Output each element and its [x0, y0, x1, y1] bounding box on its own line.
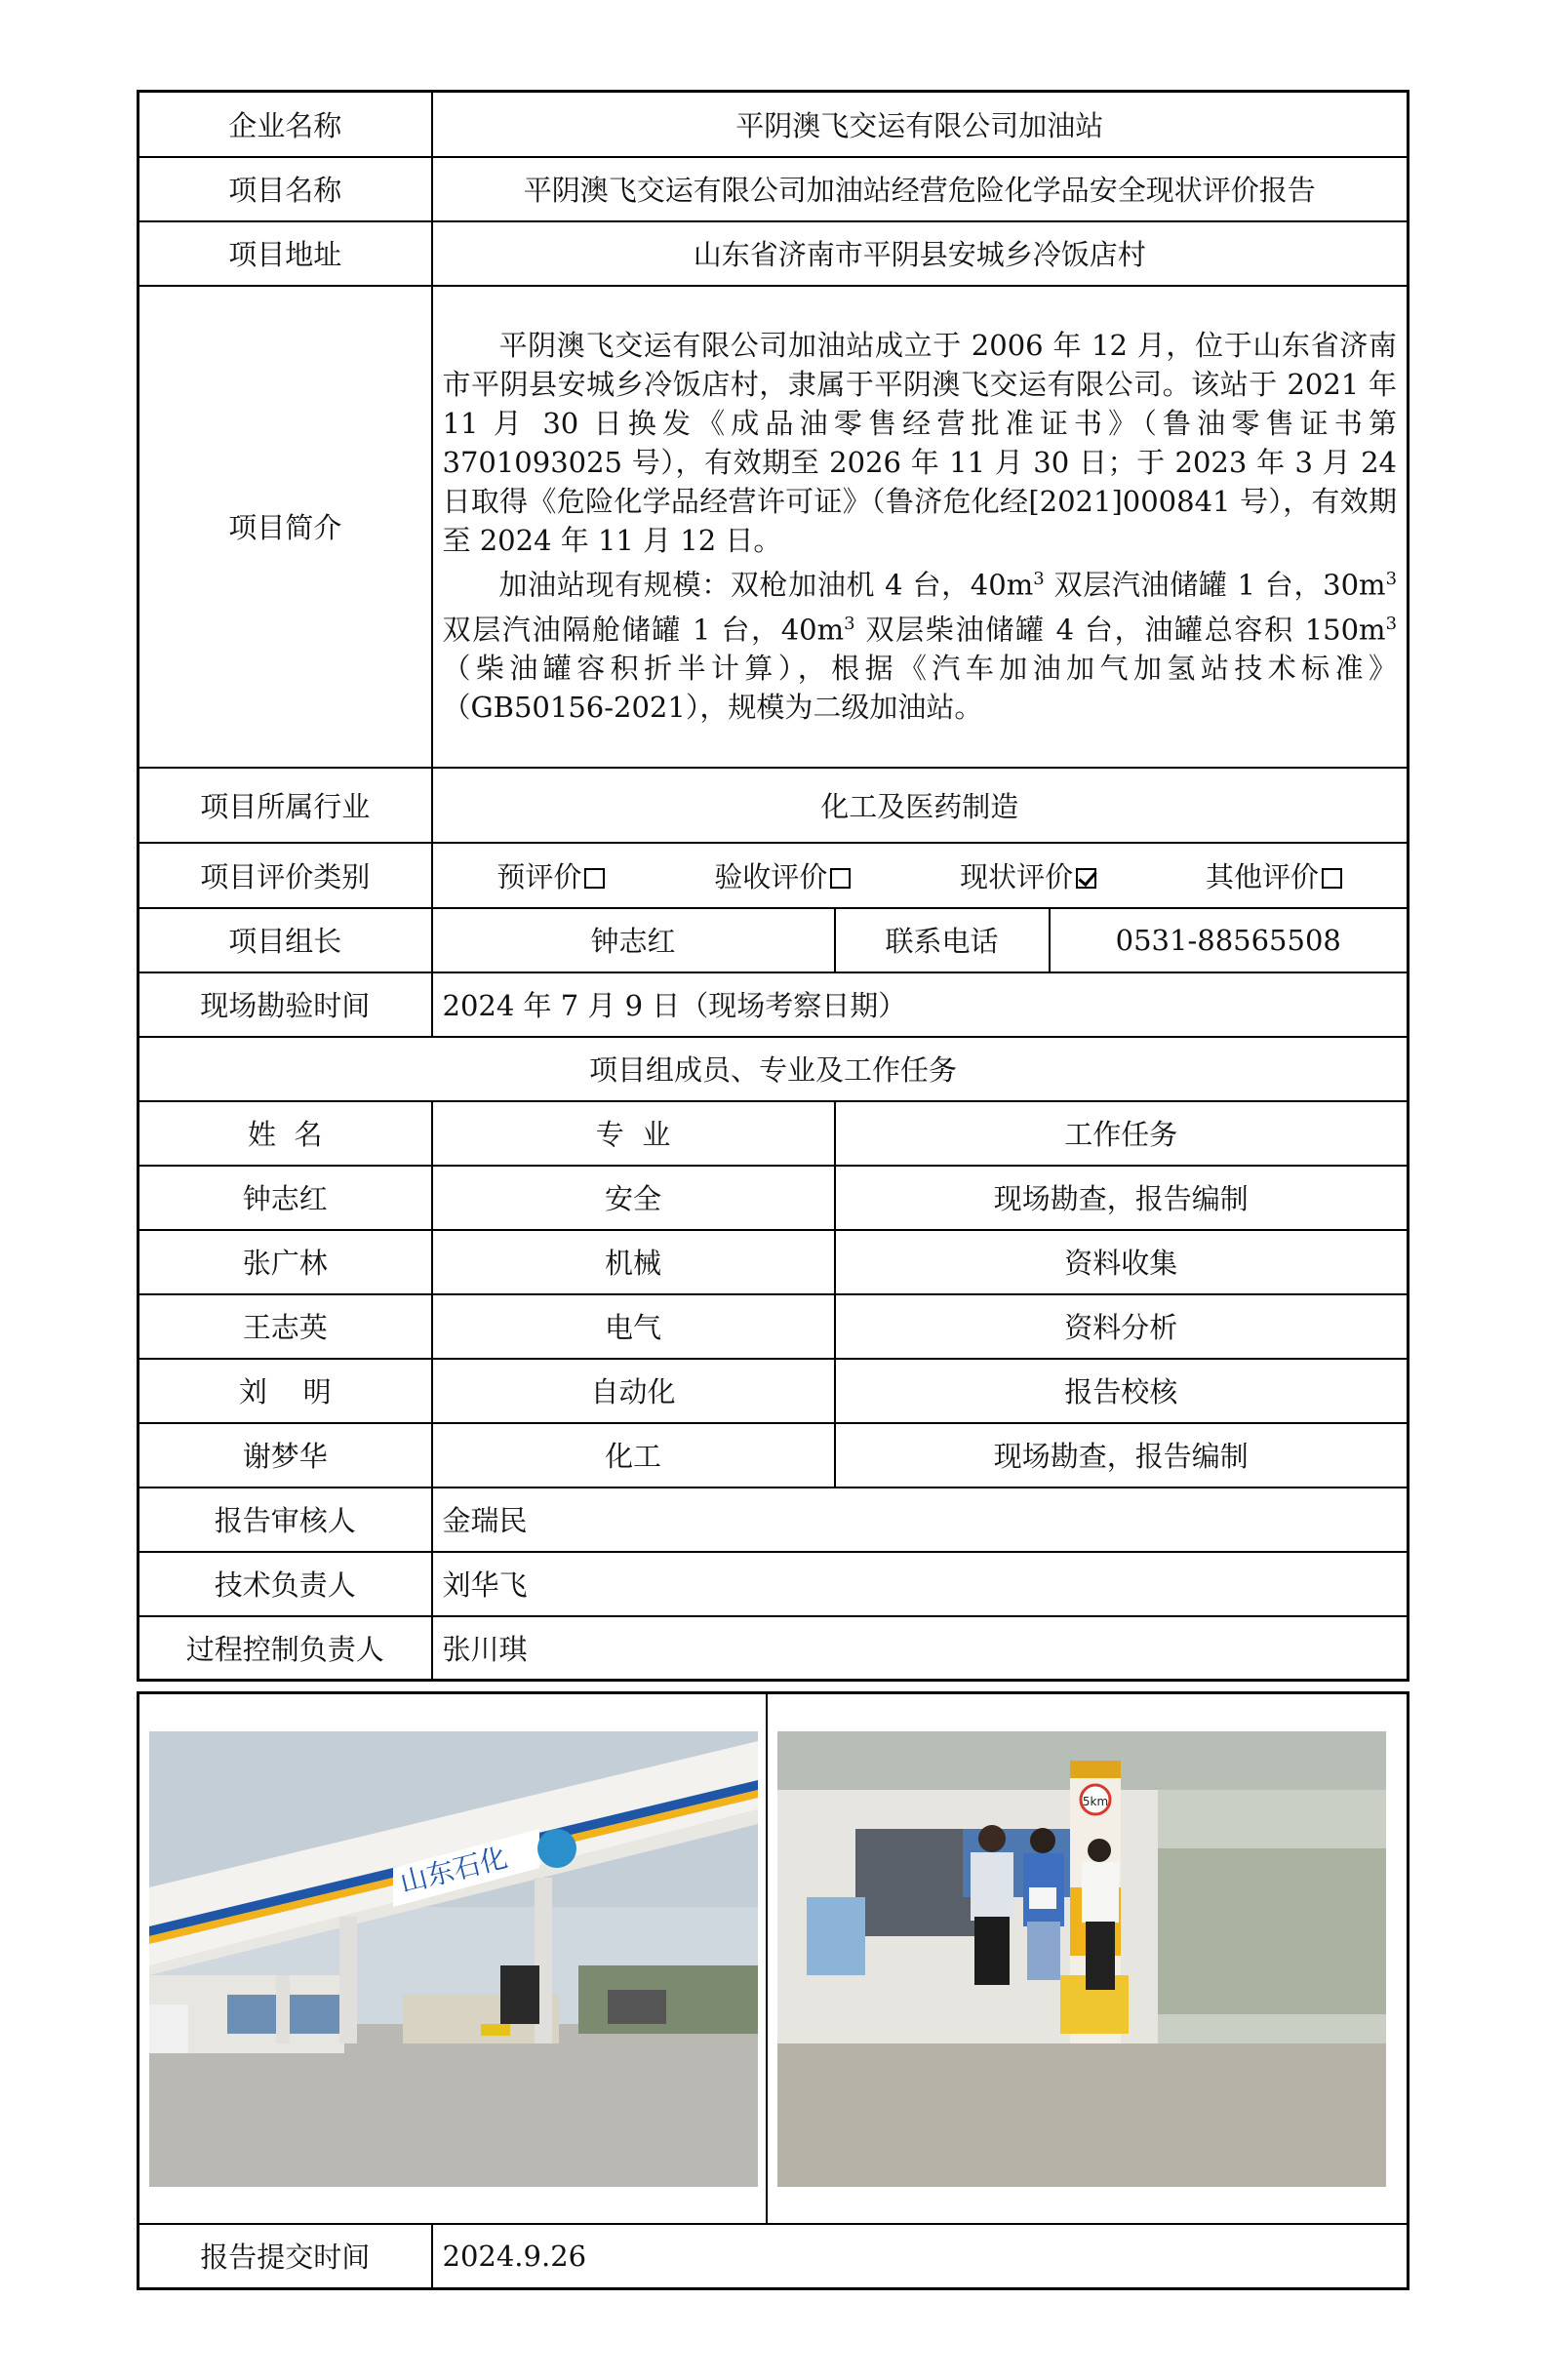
member-row [139, 1166, 1409, 1230]
empty-box-icon [584, 868, 605, 889]
row-company [139, 92, 1409, 157]
row-tech-lead [139, 1552, 1409, 1616]
member-major: 安全 [432, 1166, 835, 1230]
photo-table [137, 1691, 1409, 2290]
row-submit-time [139, 2224, 1409, 2289]
photo-cell-team [767, 1693, 1409, 2224]
eval-option-label: 其他评价 [1206, 859, 1320, 893]
member-task: 现场勘查，报告编制 [835, 1423, 1409, 1488]
member-major: 化工 [432, 1423, 835, 1488]
member-row [139, 1294, 1409, 1359]
row-leader [139, 908, 1409, 972]
member-name: 王志英 [139, 1294, 432, 1359]
info-table [137, 90, 1409, 1682]
intro-paragraph-2: 加油站现有规模：双枪加油机 4 台，$40m^3$ 双层汽油储罐 1 台，$30m^3$ 双层汽油隔舱储罐 1 台，$40m^3$ 双层柴油储罐 4 台，油罐总容积 $150m^3$（柴油罐容积折半计算），根据《汽车加油加气加氢站技术标准》（GB50156-2021），规模为二级加油站。 [442, 568, 1398, 725]
survey-time-value: 2024 年 7 月 9 日（现场考察日期） [432, 972, 1409, 1037]
member-row [139, 1359, 1409, 1423]
industry-label: 项目所属行业 [139, 768, 432, 843]
team-photo [777, 1731, 1386, 2187]
member-rows [139, 1166, 1409, 1488]
row-members-columns [139, 1101, 1409, 1166]
member-task: 资料收集 [835, 1230, 1409, 1294]
reviewer-label: 报告审核人 [139, 1488, 432, 1552]
col-major-header: 专 业 [432, 1101, 835, 1166]
member-major: 电气 [432, 1294, 835, 1359]
member-name: 谢梦华 [139, 1423, 432, 1488]
empty-box-icon [830, 868, 851, 889]
checked-box-icon [1076, 868, 1096, 889]
member-name: 钟志红 [139, 1166, 432, 1230]
project-intro-label: 项目简介 [139, 286, 432, 768]
phone-label: 联系电话 [835, 908, 1050, 972]
report-sheet [137, 90, 1407, 2290]
process-lead-label: 过程控制负责人 [139, 1616, 432, 1681]
leader-value: 钟志红 [432, 908, 835, 972]
member-major: 自动化 [432, 1359, 835, 1423]
submit-time-label: 报告提交时间 [139, 2224, 432, 2289]
photo-cell-station [139, 1693, 767, 2224]
tech-lead-label: 技术负责人 [139, 1552, 432, 1616]
row-members-header [139, 1037, 1409, 1101]
eval-option-label: 验收评价 [714, 859, 828, 893]
members-header: 项目组成员、专业及工作任务 [139, 1037, 1409, 1101]
project-intro-text [432, 286, 1409, 768]
row-industry [139, 768, 1409, 843]
leader-label: 项目组长 [139, 908, 432, 972]
gas-station-photo [149, 1731, 758, 2187]
station-sign-text: 山东石化 [396, 1841, 511, 1899]
member-row [139, 1423, 1409, 1488]
project-name-label: 项目名称 [139, 157, 432, 221]
eval-option-1 [714, 855, 851, 895]
tech-lead-value: 刘华飞 [432, 1552, 1409, 1616]
eval-checkbox-group [443, 855, 1398, 895]
project-address-label: 项目地址 [139, 221, 432, 286]
row-reviewer [139, 1488, 1409, 1552]
eval-option-label: 现状评价 [960, 859, 1074, 893]
eval-option-3 [1206, 855, 1342, 895]
intro-paragraph-1: 平阴澳飞交运有限公司加油站成立于 2006 年 12 月，位于山东省济南市平阴县安城乡冷饭店村，隶属于平阴澳飞交运有限公司。该站于 2021 年 11 月 30 日换发《成品油零售经营批准证书》（鲁油零售证书第 3701093025 号），有效期至 2026 年 11 月 30 日；于 2023 年 3 月 24 日取得《危险化学品经营许可证》（鲁济危化经[2021]000841 号），有效期至 2024 年 11 月 12 日。 [442, 328, 1398, 557]
eval-option-label: 预评价 [496, 859, 582, 893]
member-task: 现场勘查，报告编制 [835, 1166, 1409, 1230]
survey-time-label: 现场勘验时间 [139, 972, 432, 1037]
eval-option-0 [496, 855, 605, 895]
company-label: 企业名称 [139, 92, 432, 157]
member-task: 报告校核 [835, 1359, 1409, 1423]
eval-option-2 [960, 855, 1096, 895]
row-photos [139, 1693, 1409, 2224]
reviewer-value: 金瑞民 [432, 1488, 1409, 1552]
phone-value: 0531-88565508 [1050, 908, 1409, 972]
row-survey-time [139, 972, 1409, 1037]
row-eval-type [139, 843, 1409, 908]
row-process-lead [139, 1616, 1409, 1681]
eval-type-label: 项目评价类别 [139, 843, 432, 908]
empty-box-icon [1322, 868, 1342, 889]
submit-time-value: 2024.9.26 [432, 2224, 1409, 2289]
eval-type-options [432, 843, 1409, 908]
row-project-intro [139, 286, 1409, 768]
distance-sign-text: 5km [1082, 1795, 1108, 1808]
member-row [139, 1230, 1409, 1294]
member-task: 资料分析 [835, 1294, 1409, 1359]
project-name-value: 平阴澳飞交运有限公司加油站经营危险化学品安全现状评价报告 [432, 157, 1409, 221]
col-task-header: 工作任务 [835, 1101, 1409, 1166]
member-major: 机械 [432, 1230, 835, 1294]
row-project-name [139, 157, 1409, 221]
project-address-value: 山东省济南市平阴县安城乡冷饭店村 [432, 221, 1409, 286]
row-project-address [139, 221, 1409, 286]
member-name: 张广林 [139, 1230, 432, 1294]
company-value: 平阴澳飞交运有限公司加油站 [432, 92, 1409, 157]
process-lead-value: 张川琪 [432, 1616, 1409, 1681]
industry-value: 化工及医药制造 [432, 768, 1409, 843]
member-name: 刘 明 [139, 1359, 432, 1423]
col-name-header: 姓 名 [139, 1101, 432, 1166]
